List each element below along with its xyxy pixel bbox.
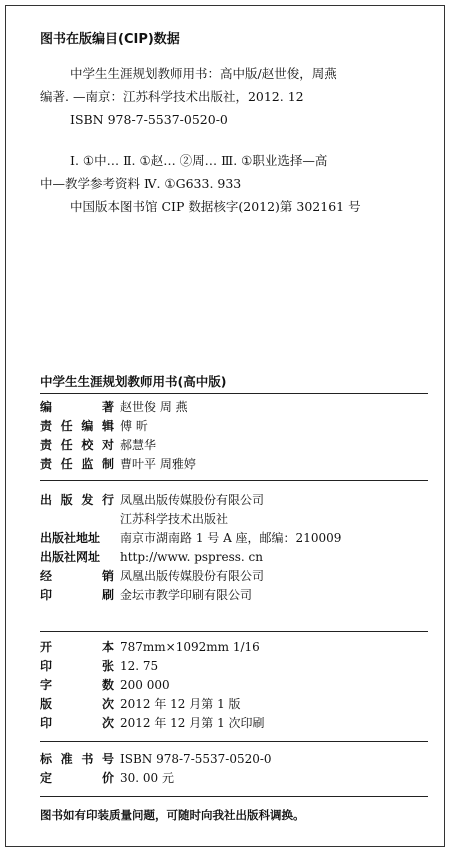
credits-label <box>40 417 120 434</box>
divider <box>40 796 428 797</box>
credits-row <box>40 435 428 454</box>
cip-line-2: 编著. —南京：江苏科学技术出版社，2012. 12 <box>40 89 304 104</box>
publishing-label <box>40 491 120 508</box>
specs-value: 2012 年 12 月第 1 次印刷 <box>120 716 265 730</box>
specs-label-text: 印 次 <box>40 716 114 730</box>
cip-isbn: ISBN 978-7-5537-0520-0 <box>70 112 228 127</box>
standard-group <box>40 749 428 787</box>
publishing-label <box>40 548 120 565</box>
specs-label <box>40 695 120 712</box>
publishing-value: 凤凰出版传媒股份有限公司 <box>120 569 265 583</box>
specs-label-text: 版 次 <box>40 697 114 711</box>
specs-row <box>40 637 428 656</box>
publishing-label-text: 出版社地址 <box>40 531 101 545</box>
credits-group <box>40 397 428 473</box>
credits-label <box>40 398 120 415</box>
standard-label-text: 标 准 书 号 <box>40 752 114 766</box>
credits-label-text: 责 任 监 制 <box>40 457 114 471</box>
publishing-label-text: 印 刷 <box>40 588 114 602</box>
specs-label-text: 开 本 <box>40 640 114 654</box>
specs-row <box>40 694 428 713</box>
publishing-value: 凤凰出版传媒股份有限公司 <box>120 493 265 507</box>
publishing-label-text: 经 销 <box>40 569 114 583</box>
standard-value: ISBN 978-7-5537-0520-0 <box>120 751 272 766</box>
publishing-value: 南京市湖南路 1 号 A 座，邮编：210009 <box>120 531 342 545</box>
credits-value: 傅 昕 <box>120 419 148 433</box>
credits-row <box>40 416 428 435</box>
specs-label <box>40 657 120 674</box>
specs-label-text: 字 数 <box>40 678 114 692</box>
credits-value: 赵世俊 周 燕 <box>120 400 188 414</box>
specs-label-text: 印 张 <box>40 659 114 673</box>
divider <box>40 631 428 632</box>
cip-record <box>40 62 430 218</box>
publishing-label <box>40 567 120 584</box>
specs-value: 2012 年 12 月第 1 版 <box>120 697 241 711</box>
cip-number: 中国版本图书馆 CIP 数据核字(2012)第 302161 号 <box>70 199 361 214</box>
publishing-row <box>40 585 428 604</box>
specs-value: 787mm×1092mm 1/16 <box>120 639 260 654</box>
publishing-row <box>40 490 428 509</box>
publishing-value: http://www. pspress. cn <box>120 549 263 564</box>
credits-value: 郝慧华 <box>120 438 157 452</box>
publishing-row <box>40 528 428 547</box>
credits-label-text: 责 任 编 辑 <box>40 419 114 433</box>
publishing-label <box>40 529 120 546</box>
specs-label <box>40 676 120 693</box>
standard-label <box>40 750 120 767</box>
footer-note: 图书如有印装质量问题，可随时向我社出版科调换。 <box>40 808 305 822</box>
specs-label <box>40 638 120 655</box>
specs-row <box>40 675 428 694</box>
credits-row <box>40 454 428 473</box>
cip-class-1: Ⅰ. ①中… Ⅱ. ①赵… ②周… Ⅲ. ①职业选择—高 <box>70 153 328 168</box>
book-title: 中学生生涯规划教师用书(高中版) <box>40 374 227 389</box>
publishing-value: 江苏科学技术出版社 <box>120 512 229 526</box>
publishing-row <box>40 566 428 585</box>
standard-value: 30. 00 元 <box>120 771 174 785</box>
specs-label <box>40 714 120 731</box>
credits-value: 曹叶平 周雅婷 <box>120 457 196 471</box>
credits-label-text: 责 任 校 对 <box>40 438 114 452</box>
cip-line-1: 中学生生涯规划教师用书：高中版/赵世俊，周燕 <box>70 66 337 81</box>
credits-row <box>40 397 428 416</box>
publishing-label <box>40 586 120 603</box>
credits-label <box>40 436 120 453</box>
specs-value: 200 000 <box>120 677 170 692</box>
specs-row <box>40 656 428 675</box>
divider <box>40 393 428 394</box>
publishing-label-text: 出版社网址 <box>40 550 101 564</box>
standard-label-text: 定 价 <box>40 771 114 785</box>
publishing-label-text: 出 版 发 行 <box>40 493 114 507</box>
publishing-value: 金坛市教学印刷有限公司 <box>120 588 253 602</box>
credits-label <box>40 455 120 472</box>
specs-value: 12. 75 <box>120 658 159 673</box>
credits-label-text: 编 著 <box>40 400 114 414</box>
specs-group <box>40 637 428 732</box>
publishing-group <box>40 490 428 604</box>
divider <box>40 741 428 742</box>
publishing-row <box>40 509 428 528</box>
cip-class-2: 中—教学参考资料 Ⅳ. ①G633. 933 <box>40 176 242 191</box>
standard-row <box>40 749 428 768</box>
divider <box>40 480 428 481</box>
specs-row <box>40 713 428 732</box>
cip-header: 图书在版编目(CIP)数据 <box>40 32 180 47</box>
standard-row <box>40 768 428 787</box>
standard-label <box>40 769 120 786</box>
publishing-row <box>40 547 428 566</box>
